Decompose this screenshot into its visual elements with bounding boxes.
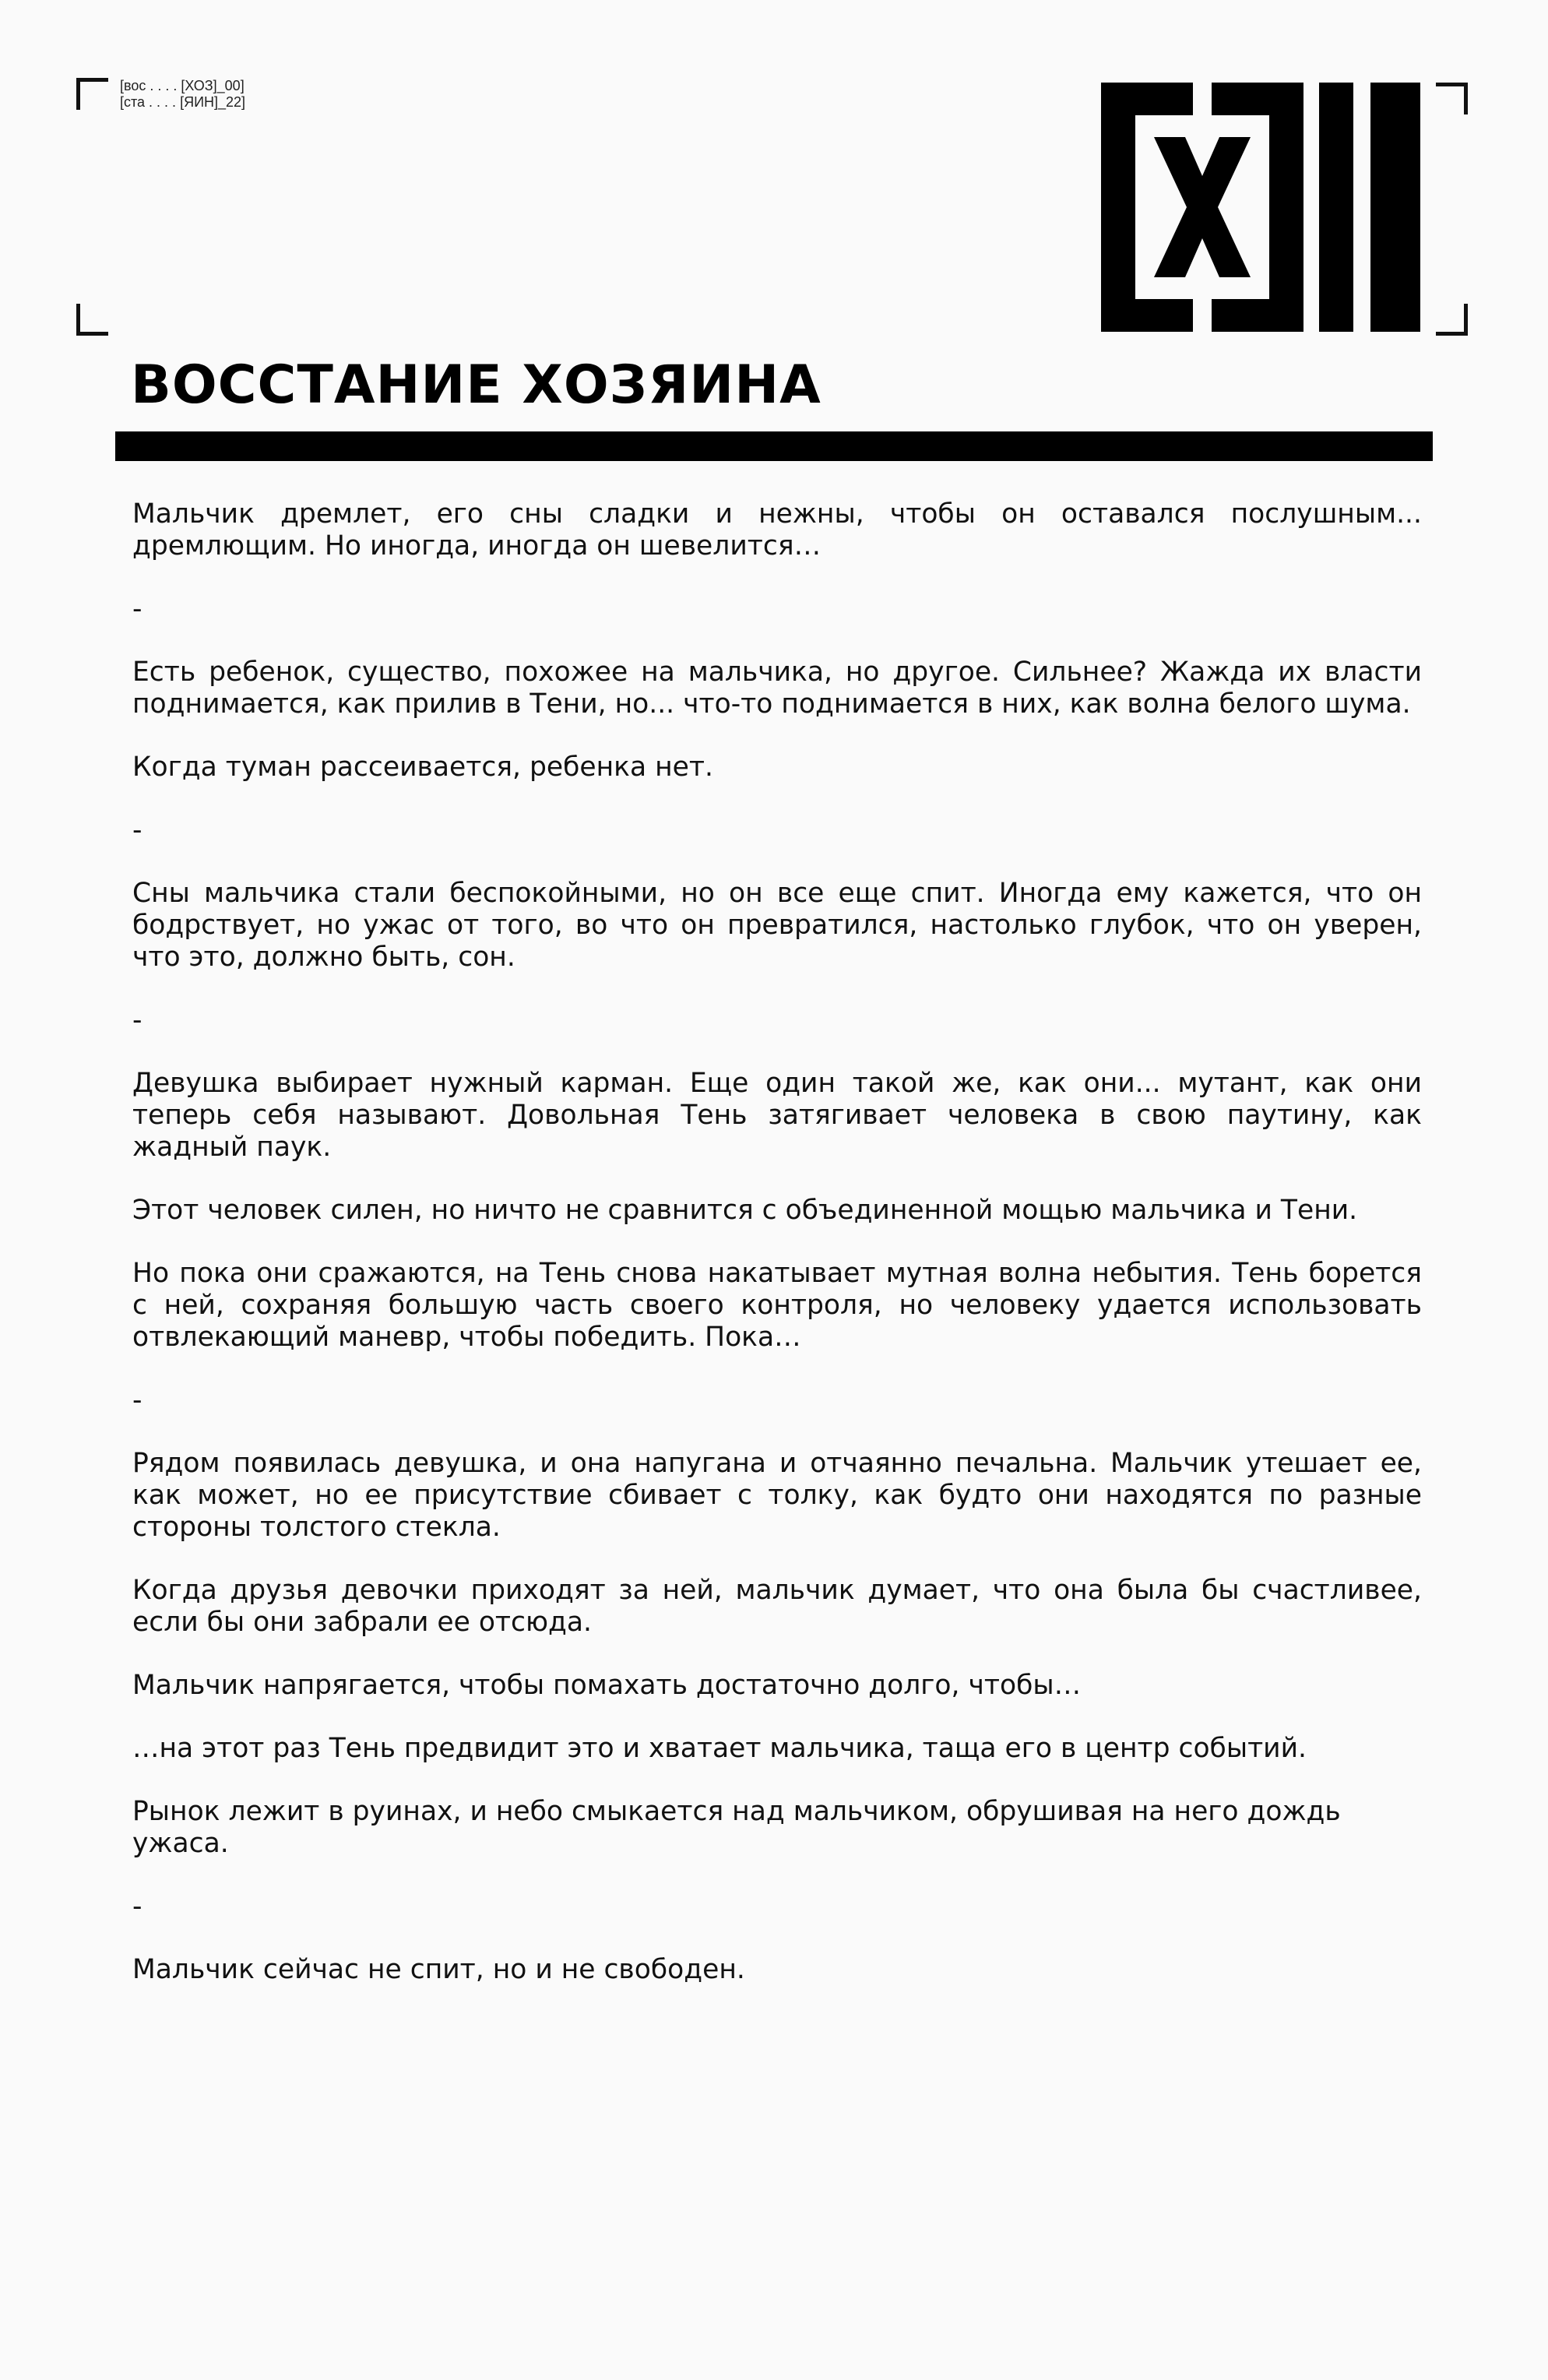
code-line: [ста . . . . [ЯИН]_22]: [120, 94, 246, 110]
paragraph: Мальчик сейчас не спит, но и не свободен.: [132, 1954, 745, 1985]
paragraph: …на этот раз Тень предвидит это и хватает мальчика, таща его в центр событий.: [132, 1733, 1307, 1764]
separator: -: [132, 593, 142, 625]
paragraph: Мальчик напрягается, чтобы помахать достаточно долго, чтобы…: [132, 1670, 1082, 1701]
paragraph: Когда туман рассеивается, ребенка нет.: [132, 752, 713, 783]
corner-bracket-top-left: [76, 78, 108, 110]
paragraph: Сны мальчика стали беспокойными, но он все еще спит. Иногда ему кажется, что он бодрствует, но ужас от того, во что он превратился, настолько глубок, что он уверен, что это, должно быть, сон.: [132, 878, 1422, 973]
separator: -: [132, 1385, 142, 1416]
title-underline-bar: [115, 431, 1433, 461]
corner-bracket-bottom-right: [1436, 304, 1468, 336]
paragraph: Но пока они сражаются, на Тень снова накатывает мутная волна небытия. Тень борется с ней, сохраняя большую часть своего контроля, но человеку удается использовать отвлекающий маневр, чтобы победить. Пока…: [132, 1258, 1422, 1353]
code-line: [вос . . . . [ХОЗ]_00]: [120, 78, 245, 93]
x-bracket-logo-icon: [1101, 83, 1420, 332]
paragraph: Когда друзья девочки приходят за ней, мальчик думает, что она была бы счастливее, если бы они забрали ее отсюда.: [132, 1575, 1422, 1638]
paragraph: Рынок лежит в руинах, и небо смыкается над мальчиком, обрушивая на него дождь ужаса.: [132, 1796, 1341, 1859]
page-title: ВОССТАНИЕ ХОЗЯИНА: [131, 354, 821, 416]
separator: -: [132, 1005, 142, 1036]
separator: -: [132, 1891, 142, 1922]
paragraph: Девушка выбирает нужный карман. Еще один такой же, как они... мутант, как они теперь себя называют. Довольная Тень затягивает человека в свою паутину, как жадный паук.: [132, 1068, 1422, 1163]
paragraph: Мальчик дремлет, его сны сладки и нежны, чтобы он оставался послушным... дремлющим. Но иногда, иногда он шевелится…: [132, 498, 1422, 562]
story-text: [132, 498, 1422, 2017]
corner-bracket-bottom-left: [76, 304, 108, 336]
separator: -: [132, 815, 142, 846]
paragraph: Есть ребенок, существо, похожее на мальчика, но другое. Сильнее? Жажда их власти поднимается, как прилив в Тени, но... что-то поднимается в них, как волна белого шума.: [132, 657, 1422, 720]
corner-bracket-top-right: [1436, 83, 1468, 114]
paragraph: Этот человек силен, но ничто не сравнится с объединенной мощью мальчика и Тени.: [132, 1195, 1358, 1226]
paragraph: Рядом появилась девушка, и она напугана и отчаянно печальна. Мальчик утешает ее, как может, но ее присутствие сбивает с толку, как будто они находятся по разные стороны толстого стекла.: [132, 1448, 1422, 1543]
file-code-label: [120, 78, 245, 111]
